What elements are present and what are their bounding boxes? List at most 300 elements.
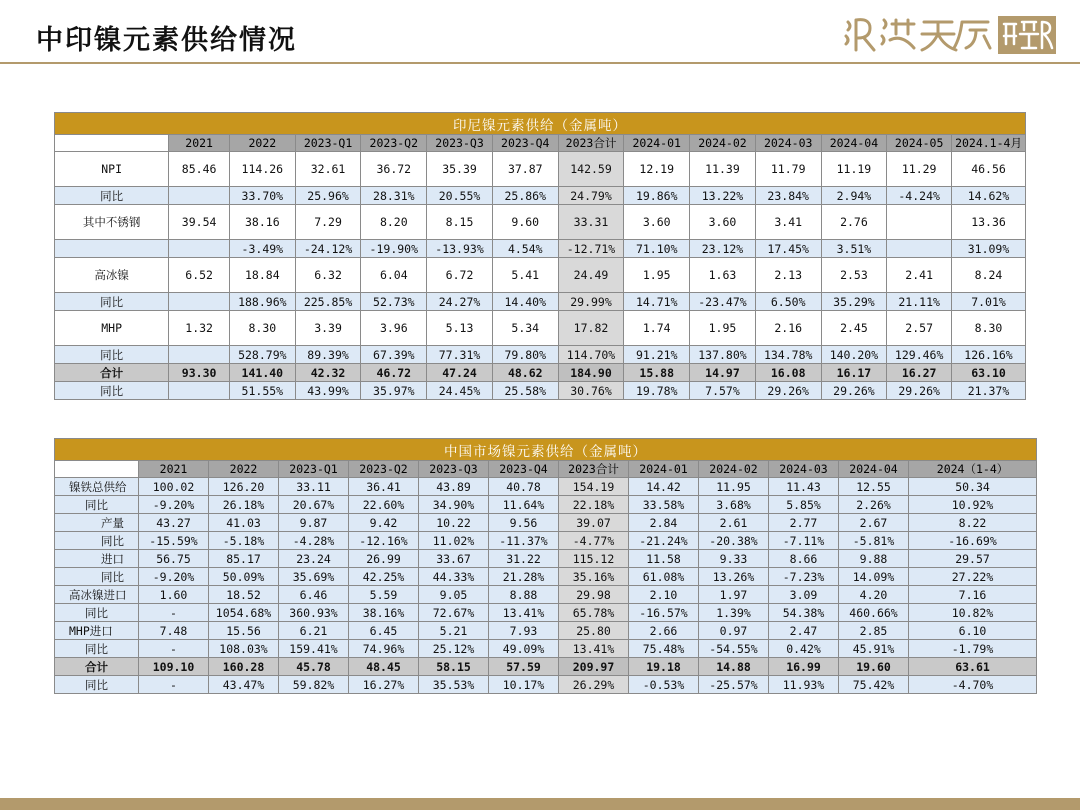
column-header: 2023-Q4 xyxy=(492,135,558,152)
column-header: 2023-Q1 xyxy=(279,461,349,478)
column-header: 2023-Q4 xyxy=(489,461,559,478)
table-cell: 36.41 xyxy=(349,478,419,496)
table-cell: 11.43 xyxy=(769,478,839,496)
table-cell: 24.27% xyxy=(427,293,493,311)
table-cell: 15.88 xyxy=(624,364,690,382)
table-cell: 10.92% xyxy=(909,496,1037,514)
table-cell: 7.93 xyxy=(489,622,559,640)
table-cell: 43.99% xyxy=(295,382,361,400)
table-cell: -9.20% xyxy=(139,496,209,514)
table-cell: 8.88 xyxy=(489,586,559,604)
table-cell: 11.29 xyxy=(887,152,952,187)
table-cell: 6.72 xyxy=(427,258,493,293)
table-cell: 48.62 xyxy=(492,364,558,382)
table-cell: 30.76% xyxy=(558,382,624,400)
table-cell: 61.08% xyxy=(629,568,699,586)
table-cell: 16.17 xyxy=(821,364,887,382)
table-cell: 29.26% xyxy=(821,382,887,400)
table-row xyxy=(55,346,1026,364)
table-cell: 35.97% xyxy=(361,382,427,400)
table-cell: 33.58% xyxy=(629,496,699,514)
table-cell: 26.29% xyxy=(559,676,629,694)
column-header: 2024-04 xyxy=(839,461,909,478)
table-cell: 28.31% xyxy=(361,187,427,205)
table-cell: 25.96% xyxy=(295,187,361,205)
table-cell: -11.37% xyxy=(489,532,559,550)
table-row xyxy=(55,514,1037,532)
table-cell: 35.69% xyxy=(279,568,349,586)
table-cell: 3.39 xyxy=(295,311,361,346)
table-cell: 11.64% xyxy=(489,496,559,514)
row-label: 同比 xyxy=(55,604,139,622)
table-row xyxy=(55,187,1026,205)
table-cell: 6.52 xyxy=(169,258,230,293)
table-cell: 54.38% xyxy=(769,604,839,622)
table-cell: 33.70% xyxy=(229,187,295,205)
table-cell: 159.41% xyxy=(279,640,349,658)
column-header: 2024-03 xyxy=(769,461,839,478)
table-row xyxy=(55,640,1037,658)
table-cell: 38.16% xyxy=(349,604,419,622)
table-cell: 1.39% xyxy=(699,604,769,622)
column-header: 2024-05 xyxy=(887,135,952,152)
table-cell: -4.28% xyxy=(279,532,349,550)
table-row xyxy=(55,293,1026,311)
table-cell: 4.54% xyxy=(492,240,558,258)
table-cell xyxy=(169,187,230,205)
table-cell: 3.41 xyxy=(755,205,821,240)
row-label: NPI xyxy=(55,152,169,187)
table-cell: 15.56 xyxy=(209,622,279,640)
table-cell: 460.66% xyxy=(839,604,909,622)
table-cell: 46.56 xyxy=(952,152,1026,187)
table-cell: 126.16% xyxy=(952,346,1026,364)
table-cell: -1.79% xyxy=(909,640,1037,658)
table-cell xyxy=(169,346,230,364)
table-cell: 2.16 xyxy=(755,311,821,346)
table-cell: -7.23% xyxy=(769,568,839,586)
table-cell: 29.99% xyxy=(558,293,624,311)
table-cell: 24.49 xyxy=(558,258,624,293)
table-cell: - xyxy=(139,604,209,622)
row-label: 同比 xyxy=(55,346,169,364)
table-cell: 3.96 xyxy=(361,311,427,346)
table-row xyxy=(55,532,1037,550)
table-row xyxy=(55,240,1026,258)
table-cell: 25.86% xyxy=(492,187,558,205)
table-cell: 52.73% xyxy=(361,293,427,311)
row-label: 产量 xyxy=(55,514,139,532)
table-cell: 42.25% xyxy=(349,568,419,586)
column-header: 2023-Q2 xyxy=(361,135,427,152)
row-label: 同比 xyxy=(55,640,139,658)
header-corner-cell xyxy=(55,135,169,152)
table-row xyxy=(55,604,1037,622)
table-cell: 6.46 xyxy=(279,586,349,604)
row-label: 高冰镍进口 xyxy=(55,586,139,604)
table-cell: 26.18% xyxy=(209,496,279,514)
indonesia-nickel-supply-table xyxy=(54,112,1026,400)
table-cell: 9.42 xyxy=(349,514,419,532)
table-cell: 75.48% xyxy=(629,640,699,658)
table-cell: 11.79 xyxy=(755,152,821,187)
table-cell: 26.99 xyxy=(349,550,419,568)
table-cell: 79.80% xyxy=(492,346,558,364)
table-cell: 20.67% xyxy=(279,496,349,514)
table-cell: 41.03 xyxy=(209,514,279,532)
footer-band xyxy=(0,798,1080,810)
table-cell: -15.59% xyxy=(139,532,209,550)
table-cell: 6.32 xyxy=(295,258,361,293)
table-cell: 22.18% xyxy=(559,496,629,514)
table-cell: 18.84 xyxy=(229,258,295,293)
column-header: 2021 xyxy=(169,135,230,152)
table-cell: 8.30 xyxy=(229,311,295,346)
table-cell: 14.09% xyxy=(839,568,909,586)
row-label: MHP进口 xyxy=(55,622,139,640)
table-title: 印尼镍元素供给（金属吨） xyxy=(55,113,1026,135)
table-cell: 65.78% xyxy=(559,604,629,622)
table-cell: -13.93% xyxy=(427,240,493,258)
table-cell: 14.42 xyxy=(629,478,699,496)
table-cell: 0.97 xyxy=(699,622,769,640)
china-nickel-supply-table xyxy=(54,438,1037,694)
table-cell: 19.60 xyxy=(839,658,909,676)
table-cell: 1.97 xyxy=(699,586,769,604)
table-cell: 16.08 xyxy=(755,364,821,382)
table-cell: -16.57% xyxy=(629,604,699,622)
table-cell: 35.16% xyxy=(559,568,629,586)
table-cell: 39.54 xyxy=(169,205,230,240)
table-cell: 108.03% xyxy=(209,640,279,658)
table-cell: 23.84% xyxy=(755,187,821,205)
table-cell: 5.59 xyxy=(349,586,419,604)
table-cell: 109.10 xyxy=(139,658,209,676)
table-cell: 9.05 xyxy=(419,586,489,604)
table-cell: 19.86% xyxy=(624,187,690,205)
table-cell: 29.98 xyxy=(559,586,629,604)
table-cell: 48.45 xyxy=(349,658,419,676)
table-row xyxy=(55,478,1037,496)
table-cell xyxy=(169,293,230,311)
table-cell: 71.10% xyxy=(624,240,690,258)
table-cell: 6.10 xyxy=(909,622,1037,640)
column-header: 2023-Q2 xyxy=(349,461,419,478)
table-cell: 40.78 xyxy=(489,478,559,496)
row-label: 镍铁总供给 xyxy=(55,478,139,496)
table-cell: 91.21% xyxy=(624,346,690,364)
table-cell: 63.10 xyxy=(952,364,1026,382)
table-cell: 25.58% xyxy=(492,382,558,400)
table-cell: 72.67% xyxy=(419,604,489,622)
row-label: 其中不锈钢 xyxy=(55,205,169,240)
table-cell: 2.10 xyxy=(629,586,699,604)
table-cell xyxy=(169,382,230,400)
table-cell: -9.20% xyxy=(139,568,209,586)
table-cell: 2.47 xyxy=(769,622,839,640)
table-cell: 1.63 xyxy=(690,258,756,293)
row-label: MHP xyxy=(55,311,169,346)
table-cell: 140.20% xyxy=(821,346,887,364)
table-cell: 11.39 xyxy=(690,152,756,187)
table-cell: -0.53% xyxy=(629,676,699,694)
column-header: 2022 xyxy=(209,461,279,478)
table-cell: 47.24 xyxy=(427,364,493,382)
table-cell: 93.30 xyxy=(169,364,230,382)
table-cell: 2.94% xyxy=(821,187,887,205)
row-label: 同比 xyxy=(55,293,169,311)
table-cell: 8.66 xyxy=(769,550,839,568)
column-header: 2023-Q3 xyxy=(427,135,493,152)
table-cell: -21.24% xyxy=(629,532,699,550)
table-cell: 100.02 xyxy=(139,478,209,496)
table-cell: -4.24% xyxy=(887,187,952,205)
table-cell: 67.39% xyxy=(361,346,427,364)
table-cell: 2.45 xyxy=(821,311,887,346)
table-cell: 2.53 xyxy=(821,258,887,293)
table-cell: 160.28 xyxy=(209,658,279,676)
table-cell: 2.84 xyxy=(629,514,699,532)
table-cell: 11.93% xyxy=(769,676,839,694)
table-cell: 2.66 xyxy=(629,622,699,640)
table-cell: 209.97 xyxy=(559,658,629,676)
column-header: 2023-Q3 xyxy=(419,461,489,478)
table-cell: 14.62% xyxy=(952,187,1026,205)
table-cell xyxy=(169,240,230,258)
table-cell: 11.02% xyxy=(419,532,489,550)
table-cell: 8.15 xyxy=(427,205,493,240)
row-label: 合计 xyxy=(55,364,169,382)
table-cell: 43.47% xyxy=(209,676,279,694)
table-cell: 21.37% xyxy=(952,382,1026,400)
table-cell: 188.96% xyxy=(229,293,295,311)
table-cell: 7.16 xyxy=(909,586,1037,604)
row-label: 合计 xyxy=(55,658,139,676)
table-cell: 75.42% xyxy=(839,676,909,694)
table-cell: 13.36 xyxy=(952,205,1026,240)
table-cell: 7.48 xyxy=(139,622,209,640)
table-cell: 7.01% xyxy=(952,293,1026,311)
table-cell: 2.41 xyxy=(887,258,952,293)
row-label: 同比 xyxy=(55,568,139,586)
table-cell: 9.60 xyxy=(492,205,558,240)
table-cell: 29.57 xyxy=(909,550,1037,568)
column-header: 2024.1-4月 xyxy=(952,135,1026,152)
table-cell: 25.12% xyxy=(419,640,489,658)
table-cell: -19.90% xyxy=(361,240,427,258)
table-cell: 7.29 xyxy=(295,205,361,240)
table-cell: 6.45 xyxy=(349,622,419,640)
table-cell: -3.49% xyxy=(229,240,295,258)
row-label: 高冰镍 xyxy=(55,258,169,293)
table-cell: 9.87 xyxy=(279,514,349,532)
header-row xyxy=(55,135,1026,152)
column-header: 2024-02 xyxy=(690,135,756,152)
table-cell: 2.57 xyxy=(887,311,952,346)
table-row xyxy=(55,152,1026,187)
table-cell: 16.99 xyxy=(769,658,839,676)
column-header: 2022 xyxy=(229,135,295,152)
table-row xyxy=(55,622,1037,640)
table-cell: -23.47% xyxy=(690,293,756,311)
table-cell: 85.17 xyxy=(209,550,279,568)
table-cell: 29.26% xyxy=(887,382,952,400)
table-row xyxy=(55,258,1026,293)
table-cell: 25.80 xyxy=(559,622,629,640)
table-cell: -4.70% xyxy=(909,676,1037,694)
table-row xyxy=(55,568,1037,586)
table-cell: 45.78 xyxy=(279,658,349,676)
table-cell: 39.07 xyxy=(559,514,629,532)
table-cell: 31.09% xyxy=(952,240,1026,258)
table-cell: 7.57% xyxy=(690,382,756,400)
table-cell: 49.09% xyxy=(489,640,559,658)
table-cell: 77.31% xyxy=(427,346,493,364)
table-cell: -5.18% xyxy=(209,532,279,550)
table-row xyxy=(55,676,1037,694)
table-cell: 32.61 xyxy=(295,152,361,187)
table-cell: 1.32 xyxy=(169,311,230,346)
table-cell: 225.85% xyxy=(295,293,361,311)
table-cell: 23.12% xyxy=(690,240,756,258)
table-cell: 24.45% xyxy=(427,382,493,400)
table-cell: -7.11% xyxy=(769,532,839,550)
table-cell: 5.41 xyxy=(492,258,558,293)
table-cell: -12.16% xyxy=(349,532,419,550)
table-cell: -12.71% xyxy=(558,240,624,258)
table-cell: 45.91% xyxy=(839,640,909,658)
page-title: 中印镍元素供给情况 xyxy=(36,25,297,56)
table-row xyxy=(55,496,1037,514)
table-row xyxy=(55,586,1037,604)
table-cell: 10.82% xyxy=(909,604,1037,622)
table-cell: 184.90 xyxy=(558,364,624,382)
row-label: 同比 xyxy=(55,496,139,514)
table-cell: 114.26 xyxy=(229,152,295,187)
table-cell: 18.52 xyxy=(209,586,279,604)
column-header: 2024-01 xyxy=(624,135,690,152)
table-cell: 17.82 xyxy=(558,311,624,346)
table-cell: 14.88 xyxy=(699,658,769,676)
table-cell: 10.22 xyxy=(419,514,489,532)
table-row xyxy=(55,205,1026,240)
table-cell: 9.88 xyxy=(839,550,909,568)
row-label: 进口 xyxy=(55,550,139,568)
table-cell: 14.71% xyxy=(624,293,690,311)
table-cell: 2.77 xyxy=(769,514,839,532)
table-cell: 126.20 xyxy=(209,478,279,496)
table-cell: 154.19 xyxy=(559,478,629,496)
table-cell: 33.11 xyxy=(279,478,349,496)
column-header: 2021 xyxy=(139,461,209,478)
table-cell: 74.96% xyxy=(349,640,419,658)
table-cell: 4.20 xyxy=(839,586,909,604)
table-cell: 1054.68% xyxy=(209,604,279,622)
table-cell: 57.59 xyxy=(489,658,559,676)
table-row xyxy=(55,658,1037,676)
table-cell: 35.53% xyxy=(419,676,489,694)
table-cell: 31.22 xyxy=(489,550,559,568)
table-cell: 21.28% xyxy=(489,568,559,586)
table-cell: 9.56 xyxy=(489,514,559,532)
table-cell: -16.69% xyxy=(909,532,1037,550)
table-cell: 85.46 xyxy=(169,152,230,187)
table-title: 中国市场镍元素供给（金属吨） xyxy=(55,439,1037,461)
table-cell: 2.61 xyxy=(699,514,769,532)
table-cell: 3.68% xyxy=(699,496,769,514)
table-cell xyxy=(887,240,952,258)
table-cell: 360.93% xyxy=(279,604,349,622)
table-cell: 11.95 xyxy=(699,478,769,496)
table-cell: 23.24 xyxy=(279,550,349,568)
table-cell: 89.39% xyxy=(295,346,361,364)
table-cell: 58.15 xyxy=(419,658,489,676)
table-cell: - xyxy=(139,676,209,694)
table-cell: - xyxy=(139,640,209,658)
column-header: 2023合计 xyxy=(558,135,624,152)
table-cell: 59.82% xyxy=(279,676,349,694)
table-cell: -20.38% xyxy=(699,532,769,550)
table-cell: -4.77% xyxy=(559,532,629,550)
table-cell: 13.41% xyxy=(489,604,559,622)
table-cell: 6.04 xyxy=(361,258,427,293)
header-corner-cell xyxy=(55,461,139,478)
column-header: 2024-04 xyxy=(821,135,887,152)
table-cell: -25.57% xyxy=(699,676,769,694)
table-cell: 11.58 xyxy=(629,550,699,568)
table-cell: 35.39 xyxy=(427,152,493,187)
table-cell xyxy=(887,205,952,240)
table-cell: 2.26% xyxy=(839,496,909,514)
table-cell: 1.74 xyxy=(624,311,690,346)
column-header: 2024（1-4） xyxy=(909,461,1037,478)
table-cell: 50.09% xyxy=(209,568,279,586)
table-cell: 141.40 xyxy=(229,364,295,382)
table-cell: 1.60 xyxy=(139,586,209,604)
table-cell: -5.81% xyxy=(839,532,909,550)
table-cell: 37.87 xyxy=(492,152,558,187)
table-cell: 6.21 xyxy=(279,622,349,640)
table-cell: 3.60 xyxy=(690,205,756,240)
table-cell: 142.59 xyxy=(558,152,624,187)
table-cell: 12.19 xyxy=(624,152,690,187)
column-header: 2024-03 xyxy=(755,135,821,152)
table-cell: 1.95 xyxy=(690,311,756,346)
row-label xyxy=(55,240,169,258)
table-cell: 33.67 xyxy=(419,550,489,568)
table-cell: 51.55% xyxy=(229,382,295,400)
table-row xyxy=(55,311,1026,346)
table-row xyxy=(55,550,1037,568)
table-cell: 5.85% xyxy=(769,496,839,514)
table-cell: 3.60 xyxy=(624,205,690,240)
table-cell: 22.60% xyxy=(349,496,419,514)
table-cell: 11.19 xyxy=(821,152,887,187)
table-cell: 8.24 xyxy=(952,258,1026,293)
table-cell: 27.22% xyxy=(909,568,1037,586)
table-cell: 34.90% xyxy=(419,496,489,514)
table-cell: -54.55% xyxy=(699,640,769,658)
table-cell: 5.21 xyxy=(419,622,489,640)
table-cell: 17.45% xyxy=(755,240,821,258)
row-label: 同比 xyxy=(55,532,139,550)
header-row xyxy=(55,461,1037,478)
table-cell: 5.13 xyxy=(427,311,493,346)
table-cell: 20.55% xyxy=(427,187,493,205)
column-header: 2024-02 xyxy=(699,461,769,478)
table-cell: 35.29% xyxy=(821,293,887,311)
table-cell: 14.97 xyxy=(690,364,756,382)
